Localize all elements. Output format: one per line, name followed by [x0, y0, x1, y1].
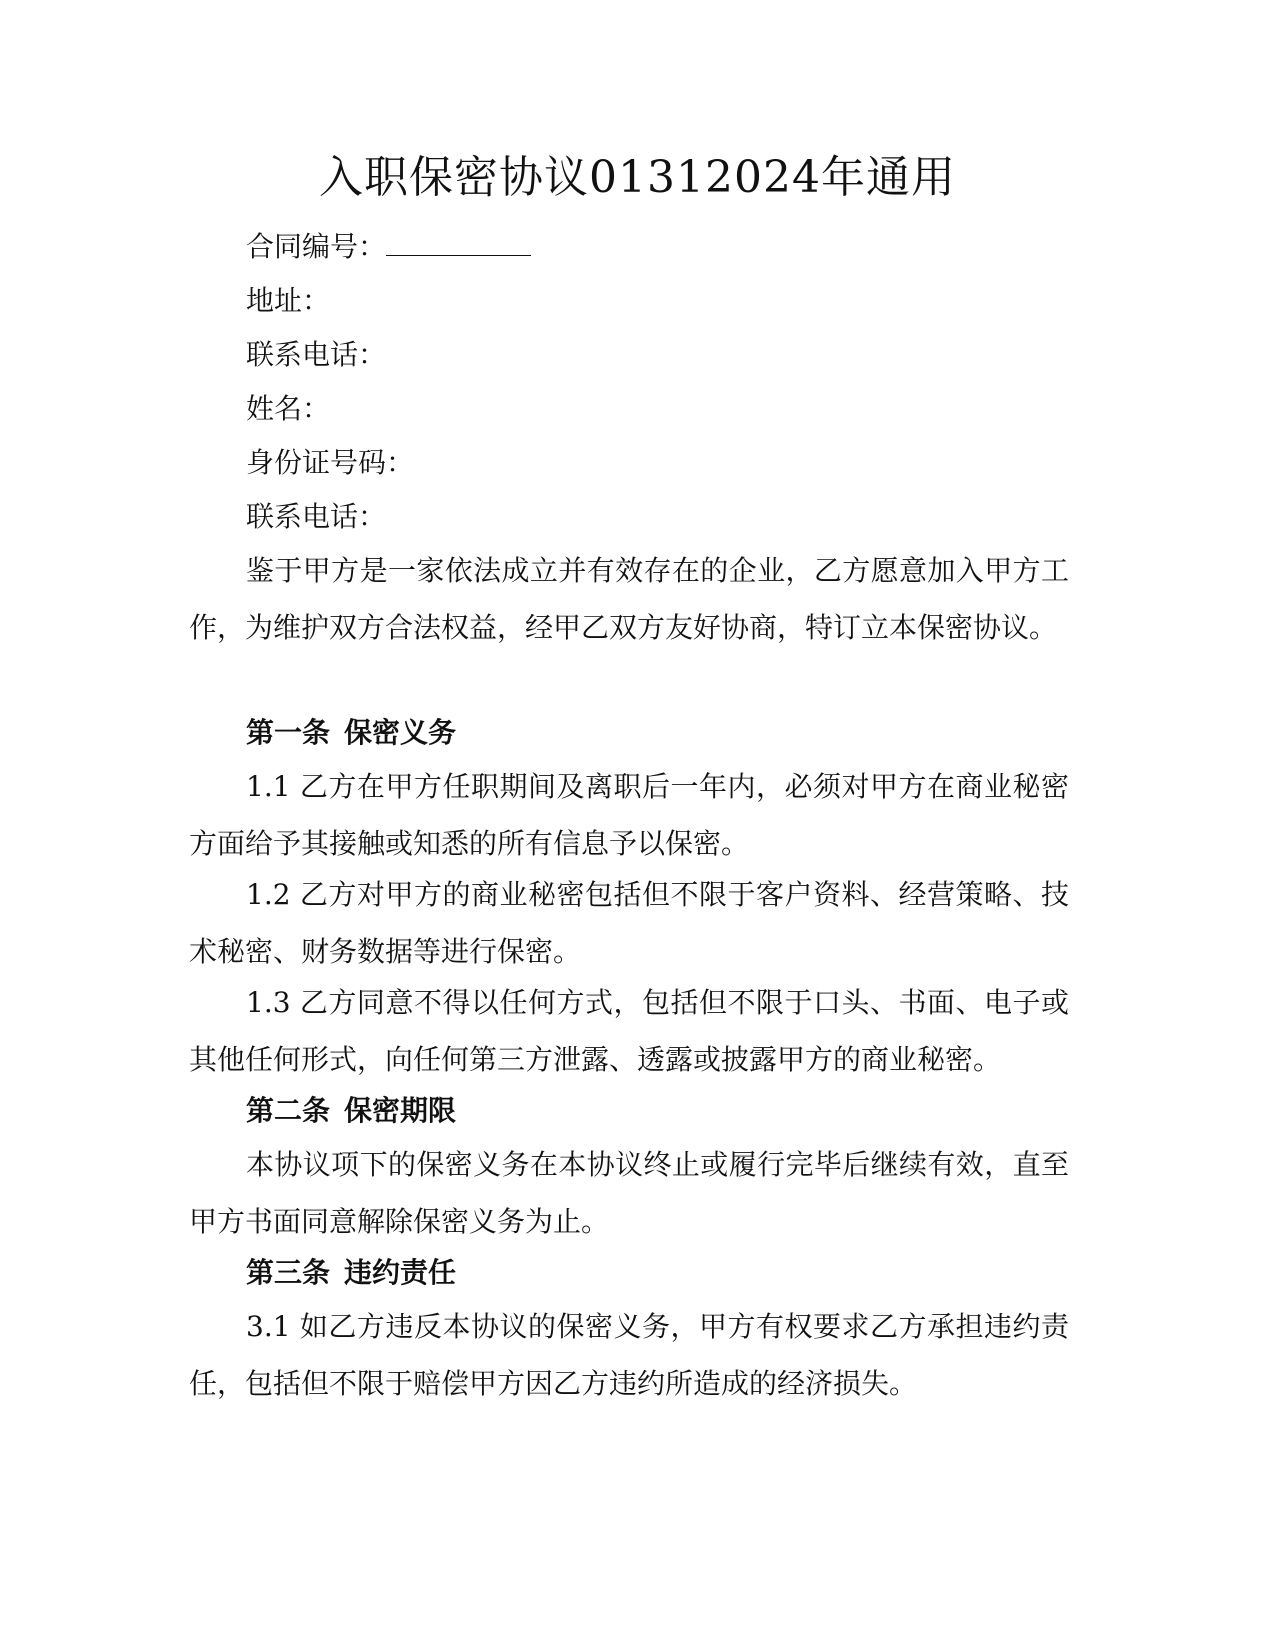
article-2-heading	[246, 1082, 456, 1139]
clause-1-1: 1.1 乙方在甲方任职期间及离职后一年内，必须对甲方在商业秘密方面给予其接触或知悉的所有信息予以保密。	[189, 770, 1069, 860]
article-3-number: 第三条	[246, 1256, 331, 1289]
phone-label-1: 联系电话：	[246, 338, 387, 371]
phone-label-2: 联系电话：	[246, 500, 387, 533]
article-3-title: 违约责任	[344, 1256, 457, 1289]
contract-number-blank	[386, 235, 531, 256]
intro-paragraph: 鉴于甲方是一家依法成立并有效存在的企业，乙方愿意加入甲方工作，为维护双方合法权益，经甲乙双方友好协商，特订立本保密协议。	[189, 554, 1069, 644]
contract-number-label: 合同编号：	[246, 230, 387, 263]
clause-1-3: 1.3 乙方同意不得以任何方式，包括但不限于口头、书面、电子或其他任何形式，向任何第三方泄露、透露或披露甲方的商业秘密。	[189, 986, 1069, 1076]
contract-number-line	[189, 218, 1126, 275]
clause-1-2: 1.2 乙方对甲方的商业秘密包括但不限于客户资料、经营策略、技术秘密、财务数据等进行保密。	[189, 878, 1069, 968]
address-label: 地址：	[246, 284, 331, 317]
name-label: 姓名：	[246, 392, 331, 425]
article-1-heading	[246, 704, 456, 761]
article-2-text: 本协议项下的保密义务在本协议终止或履行完毕后继续有效，直至甲方书面同意解除保密义务为止。	[189, 1148, 1069, 1238]
article-2-number: 第二条	[246, 1094, 331, 1127]
article-3-heading	[246, 1244, 456, 1301]
id-number-label: 身份证号码：	[246, 446, 415, 479]
clause-3-1: 3.1 如乙方违反本协议的保密义务，甲方有权要求乙方承担违约责任，包括但不限于赔偿甲方因乙方违约所造成的经济损失。	[189, 1310, 1069, 1400]
document-title: 入职保密协议01312024年通用	[319, 152, 956, 203]
article-1-title: 保密义务	[344, 716, 457, 749]
article-1-number: 第一条	[246, 716, 331, 749]
article-2-title: 保密期限	[344, 1094, 457, 1127]
